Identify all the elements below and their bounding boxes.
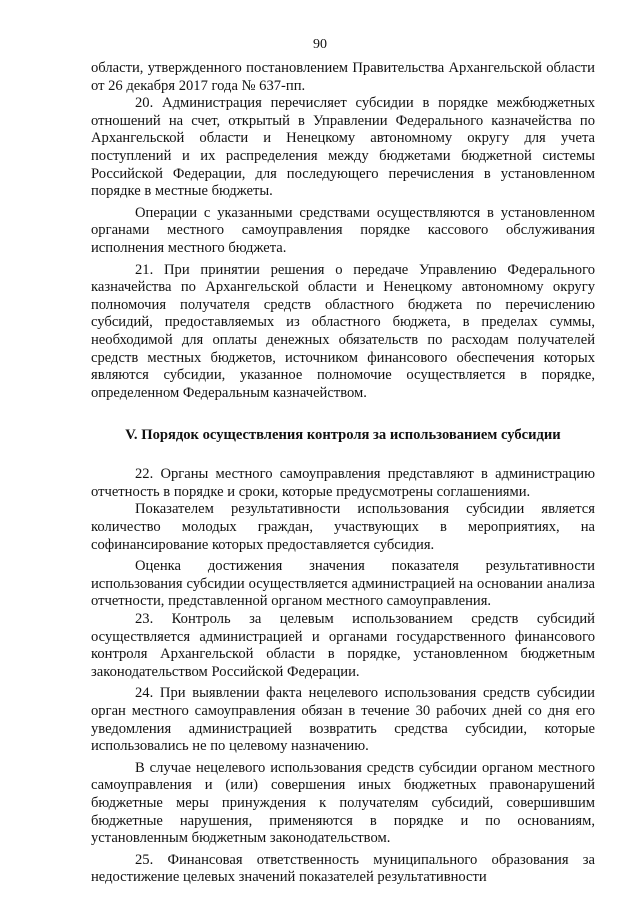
paragraph-operations: Операции с указанными средствами осуществляются в установленном органами местного самоуправления порядке кассового обслуживания исполнения местного бюджета. (91, 204, 595, 256)
paragraph-clause-20: 20. Администрация перечисляет субсидии в порядке межбюджетных отношений на счет, открытый в Управлении Федерального казначейства по Архангельской области и Ненецкому автономному округу для учета поступлений и их распределения между бюджетами бюджетной системы Российской Федерации, для последующего перечисления в установленном порядке в местные бюджеты. (91, 95, 595, 200)
page-number: 90 (313, 37, 327, 52)
paragraph-performance-indicator: Показателем результативности использования субсидии является количество молодых граждан, участвующих в мероприятиях, на софинансирование которых предоставляется субсидия. (91, 501, 595, 553)
paragraph-clause-24: 24. При выявлении факта нецелевого использования средств субсидии орган местного самоуправления обязан в течение 30 рабочих дней со дня его уведомления администрацией возвратить средства субсидии, которые использовались не по целевому назначению. (91, 685, 595, 755)
paragraph-clause-25: 25. Финансовая ответственность муниципального образования за недостижение целевых значений показателей результативности (91, 851, 595, 886)
paragraph-clause-22: 22. Органы местного самоуправления представляют в администрацию отчетность в порядке и сроки, которые предусмотрены соглашениями. (91, 466, 595, 500)
paragraph-continuation: области, утвержденного постановлением Правительства Архангельской области от 26 декабря 2017 года № 637-пп. (91, 60, 595, 94)
document-body (91, 60, 595, 887)
paragraph-clause-21: 21. При принятии решения о передаче Управлению Федерального казначейства по Архангельской области и Ненецкому автономному округу полномочия получателя средств областного бюджета по перечислению субсидий, предоставляемых из областного бюджета, в пределах суммы, необходимой для оплаты денежных обязательств по расходам получателей средств местных бюджетов, источником финансового обеспечения которых являются субсидии, указанное полномочие осуществляется в порядке, определенном Федеральным казначейством. (91, 261, 595, 401)
paragraph-indicator-evaluation: Оценка достижения значения показателя результативности использования субсидии осуществляется администрацией на основании анализа отчетности, представленной органом местного самоуправления. (91, 558, 595, 610)
paragraph-misuse-measures: В случае нецелевого использования средств субсидии органом местного самоуправления и (или) совершения иных бюджетных правонарушений бюджетные меры принуждения к получателям субсидий, совершившим бюджетные нарушения, применяются в порядке и по основаниям, установленным бюджетным законодательством. (91, 759, 595, 847)
paragraph-clause-23: 23. Контроль за целевым использованием средств субсидий осуществляется администрацией и органами государственного финансового контроля Архангельской области в порядке, установленном бюджетным законодательством Российской Федерации. (91, 611, 595, 680)
section-heading: V. Порядок осуществления контроля за использованием субсидии (125, 427, 561, 444)
